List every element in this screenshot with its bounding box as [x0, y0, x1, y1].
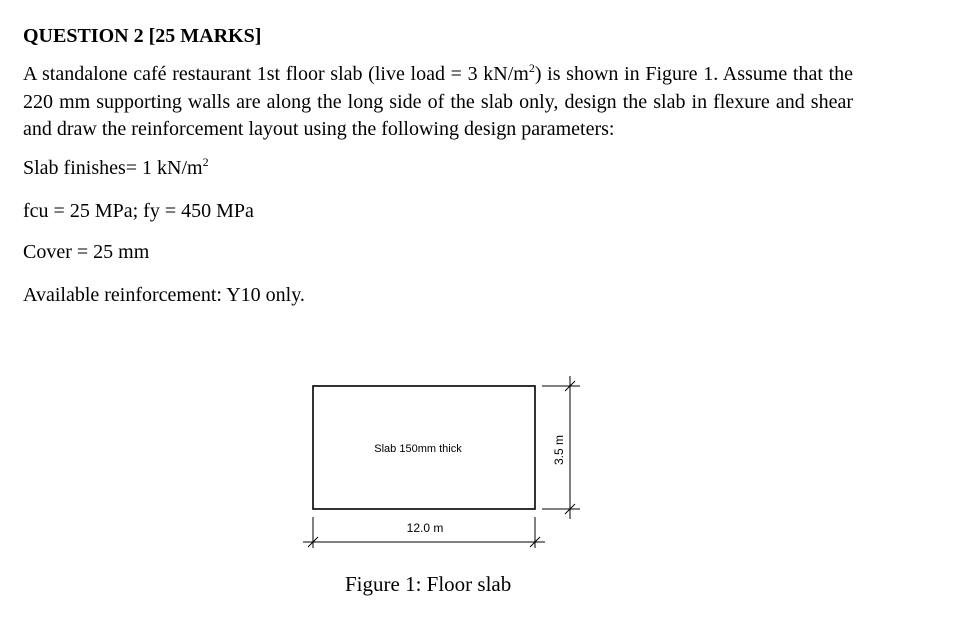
- slab-finishes-line: [23, 156, 209, 180]
- slab-finishes-text: Slab finishes= 1 kN/m: [23, 157, 203, 179]
- intro-superscript: 2: [528, 61, 535, 75]
- width-label: 3.5 m: [552, 434, 566, 466]
- materials-line: fcu = 25 MPa; fy = 450 MPa: [23, 200, 254, 222]
- slab-finishes-superscript: 2: [202, 155, 209, 169]
- question-heading: QUESTION 2 [25 MARKS]: [23, 25, 262, 47]
- figure-caption: Figure 1: Floor slab: [345, 572, 512, 596]
- slab-thickness-label: Slab 150mm thick: [374, 443, 462, 455]
- length-label: 12.0 m: [406, 521, 444, 535]
- cover-line: Cover = 25 mm: [23, 241, 150, 263]
- question-intro: [23, 61, 853, 144]
- floor-slab-figure: [290, 370, 620, 560]
- length-dimension: [303, 517, 545, 548]
- intro-text-part1: A standalone café restaurant 1st floor slab (live load = 3 kN/m: [23, 63, 529, 85]
- reinforcement-line: Available reinforcement: Y10 only.: [23, 284, 305, 306]
- intro-text-part2: ) is shown in Figure 1. Assume that the 220 mm supporting walls are along the long side of the slab only, design the slab in flexure and shear and draw the reinforcement layout using the following design parameters:: [23, 63, 854, 140]
- width-dimension: [542, 376, 580, 519]
